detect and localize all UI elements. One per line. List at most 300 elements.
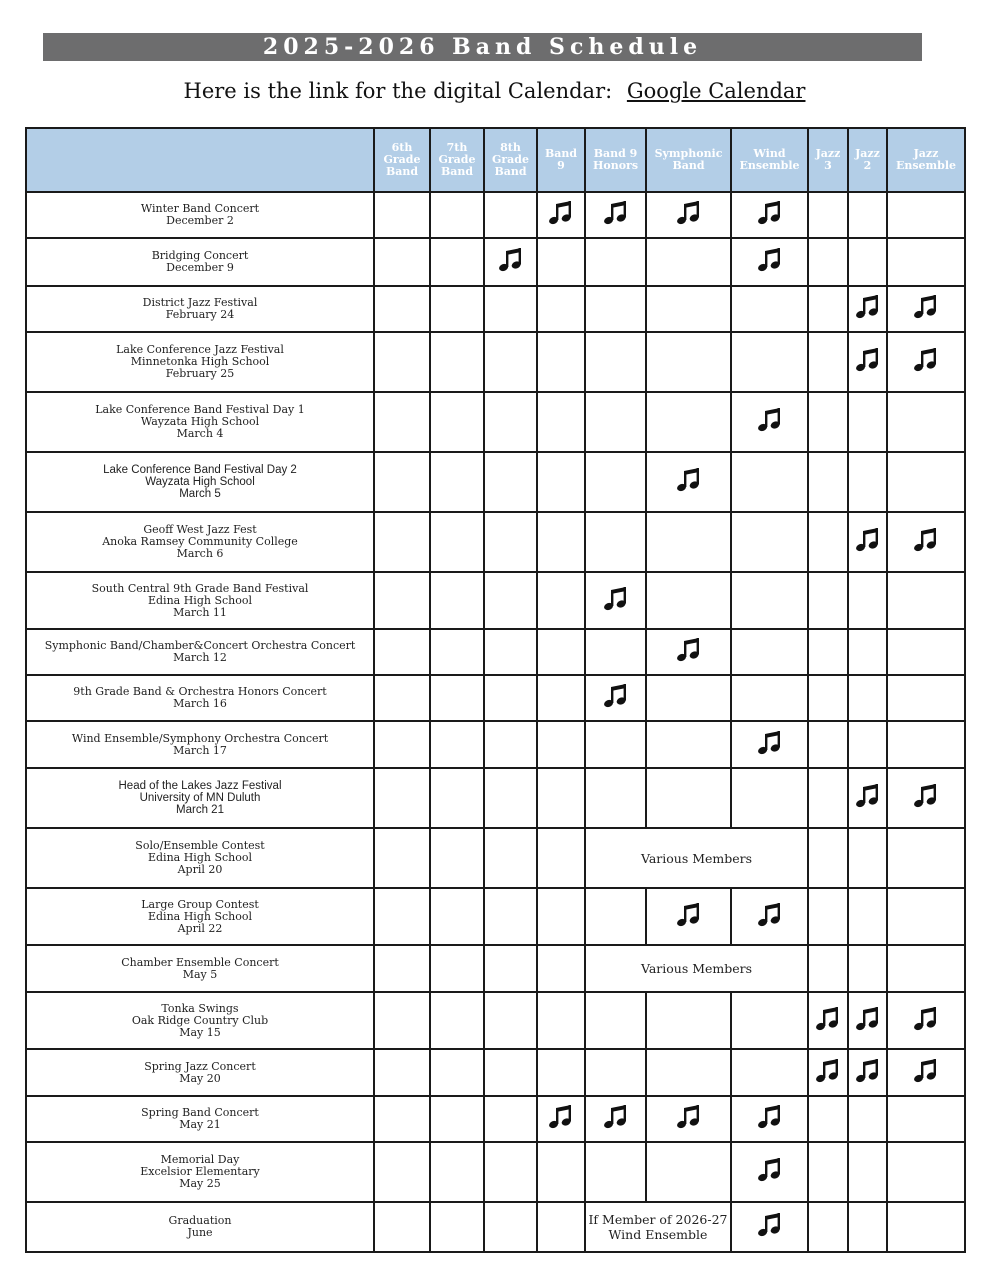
event-cell — [26, 332, 374, 392]
schedule-cell — [808, 629, 848, 675]
event-line: March 17 — [173, 743, 227, 757]
schedule-cell — [848, 572, 887, 629]
schedule-cell — [537, 992, 585, 1049]
schedule-cell — [808, 452, 848, 512]
table-row — [26, 1096, 965, 1142]
schedule-cell — [537, 392, 585, 452]
schedule-cell — [808, 768, 848, 828]
event-line: March 6 — [176, 547, 224, 560]
schedule-cell — [646, 572, 731, 629]
schedule-cell — [537, 629, 585, 675]
event-cell — [26, 768, 374, 828]
column-header-line: Band 9 — [593, 147, 638, 160]
schedule-cell — [585, 286, 646, 332]
table-header-row — [26, 128, 965, 192]
schedule-cell — [646, 1142, 731, 1202]
event-line: 9th Grade Band & Orchestra Honors Concert — [73, 685, 327, 698]
schedule-cell — [374, 238, 430, 286]
column-header-line: Wind — [753, 147, 786, 160]
schedule-cell — [374, 452, 430, 512]
schedule-cell — [585, 332, 646, 392]
music-note-icon — [603, 200, 629, 226]
event-line: District Jazz Festival — [142, 296, 258, 309]
event-line: University of MN Duluth — [139, 792, 261, 804]
schedule-cell — [848, 238, 887, 286]
column-header-line: 2 — [863, 159, 872, 172]
schedule-cell — [430, 286, 484, 332]
column-header-line: Grade — [383, 153, 421, 166]
schedule-cell — [848, 512, 887, 572]
music-note-icon — [913, 1058, 939, 1084]
event-cell — [26, 828, 374, 888]
schedule-cell — [848, 286, 887, 332]
table-row — [26, 888, 965, 945]
event-cell — [26, 392, 374, 452]
schedule-cell — [374, 768, 430, 828]
column-header-line: 6th — [391, 141, 413, 154]
schedule-cell — [848, 828, 887, 888]
schedule-cell — [374, 721, 430, 768]
schedule-cell — [537, 512, 585, 572]
schedule-cell — [537, 192, 585, 238]
music-note-icon — [757, 902, 783, 928]
schedule-cell — [887, 945, 965, 992]
schedule-cell — [887, 1202, 965, 1252]
event-line: May 5 — [182, 967, 218, 981]
event-line: February 25 — [165, 367, 235, 380]
event-cell — [26, 629, 374, 675]
schedule-cell — [731, 721, 808, 768]
column-header-line: Grade — [491, 153, 529, 166]
music-note-icon — [676, 200, 702, 226]
event-line: Head of the Lakes Jazz Festival — [118, 780, 282, 792]
schedule-cell — [430, 828, 484, 888]
event-cell — [26, 721, 374, 768]
schedule-cell — [848, 332, 887, 392]
column-header-2 — [484, 128, 537, 192]
column-header-line: 7th — [446, 141, 468, 154]
band-schedule-table — [25, 127, 966, 1253]
event-line: March 21 — [176, 804, 224, 816]
merged-note-cell — [585, 828, 808, 888]
column-header-line: Symphonic — [654, 147, 723, 160]
column-header-8 — [848, 128, 887, 192]
schedule-cell — [374, 572, 430, 629]
event-line: Lake Conference Band Festival Day 1 — [95, 403, 305, 416]
schedule-cell — [646, 512, 731, 572]
schedule-cell — [430, 992, 484, 1049]
calendar-link-text: Here is the link for the digital Calendar: — [183, 79, 613, 103]
event-line: May 20 — [179, 1071, 221, 1085]
music-note-icon — [855, 1006, 881, 1032]
event-line: April 20 — [177, 863, 223, 876]
music-note-icon — [757, 200, 783, 226]
event-line: March 12 — [173, 651, 227, 664]
schedule-cell — [430, 192, 484, 238]
schedule-cell — [430, 392, 484, 452]
schedule-cell — [731, 332, 808, 392]
column-header-line: Band — [440, 165, 474, 178]
column-header-5 — [646, 128, 731, 192]
schedule-cell — [374, 392, 430, 452]
schedule-cell — [646, 192, 731, 238]
schedule-cell — [537, 286, 585, 332]
schedule-cell — [430, 675, 484, 721]
event-cell — [26, 1202, 374, 1252]
schedule-cell — [731, 888, 808, 945]
schedule-cell — [484, 992, 537, 1049]
schedule-cell — [374, 192, 430, 238]
merged-note-cell — [585, 945, 808, 992]
schedule-cell — [484, 828, 537, 888]
music-note-icon — [757, 1104, 783, 1130]
table-row — [26, 238, 965, 286]
event-line: Edina High School — [147, 851, 252, 864]
schedule-cell — [848, 392, 887, 452]
event-line: Spring Band Concert — [141, 1106, 259, 1119]
schedule-cell — [585, 192, 646, 238]
schedule-cell — [484, 1142, 537, 1202]
event-column-header — [26, 128, 374, 192]
table-row — [26, 1142, 965, 1202]
music-note-icon — [603, 683, 629, 709]
schedule-cell — [585, 1049, 646, 1096]
schedule-cell — [374, 629, 430, 675]
schedule-cell — [848, 1096, 887, 1142]
table-row — [26, 675, 965, 721]
schedule-cell — [374, 512, 430, 572]
event-line: Spring Jazz Concert — [144, 1059, 256, 1073]
schedule-cell — [848, 992, 887, 1049]
schedule-cell — [585, 238, 646, 286]
schedule-cell — [537, 332, 585, 392]
event-line: Tonka Swings — [161, 1001, 239, 1015]
column-header-line: Ensemble — [895, 159, 957, 172]
schedule-cell — [808, 332, 848, 392]
music-note-icon — [855, 1058, 881, 1084]
column-header-line: Band — [494, 165, 527, 178]
schedule-cell — [887, 1142, 965, 1202]
schedule-cell — [808, 392, 848, 452]
music-note-icon — [603, 586, 629, 612]
schedule-cell — [808, 721, 848, 768]
schedule-cell — [731, 629, 808, 675]
schedule-cell — [646, 452, 731, 512]
schedule-cell — [374, 1049, 430, 1096]
event-line: Solo/Ensemble Contest — [135, 839, 265, 852]
merged-note-line: Various Members — [640, 961, 753, 976]
schedule-cell — [848, 945, 887, 992]
schedule-cell — [646, 392, 731, 452]
schedule-cell — [887, 192, 965, 238]
schedule-cell — [585, 1142, 646, 1202]
schedule-cell — [585, 392, 646, 452]
table-row — [26, 1049, 965, 1096]
music-note-icon — [676, 902, 702, 928]
page-title: 2025-2026 Band Schedule — [43, 33, 922, 61]
event-cell — [26, 1049, 374, 1096]
schedule-cell — [374, 992, 430, 1049]
column-header-1 — [430, 128, 484, 192]
table-row — [26, 286, 965, 332]
schedule-cell — [646, 721, 731, 768]
table-row — [26, 828, 965, 888]
schedule-cell — [808, 238, 848, 286]
event-cell — [26, 238, 374, 286]
table-row — [26, 332, 965, 392]
schedule-cell — [848, 675, 887, 721]
schedule-cell — [484, 629, 537, 675]
event-line: South Central 9th Grade Band Festival — [91, 581, 309, 595]
schedule-cell — [484, 1049, 537, 1096]
schedule-cell — [731, 992, 808, 1049]
schedule-cell — [430, 332, 484, 392]
schedule-cell — [646, 675, 731, 721]
table-row — [26, 992, 965, 1049]
schedule-cell — [731, 512, 808, 572]
event-line: May 25 — [179, 1177, 221, 1190]
event-line: March 5 — [179, 488, 221, 500]
schedule-cell — [537, 572, 585, 629]
music-note-icon — [855, 783, 881, 809]
schedule-cell — [430, 1096, 484, 1142]
schedule-cell — [731, 238, 808, 286]
schedule-cell — [646, 332, 731, 392]
schedule-cell — [585, 768, 646, 828]
schedule-cell — [887, 286, 965, 332]
schedule-cell — [430, 452, 484, 512]
event-line: March 4 — [176, 427, 224, 440]
schedule-cell — [484, 721, 537, 768]
schedule-cell — [887, 992, 965, 1049]
schedule-cell — [430, 572, 484, 629]
schedule-cell — [731, 452, 808, 512]
schedule-cell — [887, 392, 965, 452]
column-header-line: Jazz — [855, 147, 880, 160]
merged-note-line: If Member of 2026-27 — [588, 1212, 728, 1227]
table-row — [26, 452, 965, 512]
schedule-cell — [430, 1049, 484, 1096]
column-header-4 — [585, 128, 646, 192]
event-line: June — [187, 1226, 213, 1239]
schedule-cell — [537, 768, 585, 828]
schedule-cell — [646, 1049, 731, 1096]
event-line: Geoff West Jazz Fest — [143, 523, 257, 536]
schedule-cell — [646, 629, 731, 675]
event-line: December 2 — [166, 214, 234, 227]
table-row — [26, 1202, 965, 1252]
schedule-cell — [430, 1142, 484, 1202]
event-cell — [26, 888, 374, 945]
schedule-cell — [646, 992, 731, 1049]
table-row — [26, 945, 965, 992]
schedule-cell — [808, 1202, 848, 1252]
event-cell — [26, 192, 374, 238]
table-row — [26, 192, 965, 238]
column-header-6 — [731, 128, 808, 192]
schedule-cell — [808, 512, 848, 572]
table-row — [26, 512, 965, 572]
merged-note-cell — [585, 1202, 731, 1252]
event-line: Memorial Day — [160, 1153, 240, 1166]
schedule-cell — [537, 1096, 585, 1142]
schedule-cell — [374, 286, 430, 332]
merged-note-line: Wind Ensemble — [608, 1227, 708, 1242]
schedule-cell — [731, 1202, 808, 1252]
schedule-cell — [484, 768, 537, 828]
schedule-cell — [808, 1049, 848, 1096]
event-line: Wind Ensemble/Symphony Orchestra Concert — [71, 731, 329, 745]
event-line: Oak Ridge Country Club — [131, 1013, 269, 1027]
schedule-cell — [731, 392, 808, 452]
schedule-cell — [537, 452, 585, 512]
event-cell — [26, 512, 374, 572]
schedule-cell — [484, 452, 537, 512]
schedule-cell — [731, 675, 808, 721]
column-header-line: Band — [544, 147, 578, 160]
music-note-icon — [757, 407, 783, 433]
schedule-cell — [430, 238, 484, 286]
schedule-cell — [887, 1049, 965, 1096]
event-cell — [26, 1142, 374, 1202]
music-note-icon — [757, 247, 783, 273]
schedule-cell — [848, 192, 887, 238]
music-note-icon — [757, 1212, 783, 1238]
music-note-icon — [676, 1104, 702, 1130]
event-line: May 15 — [179, 1025, 221, 1039]
music-note-icon — [855, 347, 881, 373]
event-line: May 21 — [179, 1118, 221, 1131]
schedule-cell — [484, 888, 537, 945]
schedule-cell — [808, 192, 848, 238]
schedule-cell — [731, 1142, 808, 1202]
music-note-icon — [913, 1006, 939, 1032]
music-note-icon — [548, 1104, 574, 1130]
column-header-3 — [537, 128, 585, 192]
event-line: April 22 — [177, 921, 223, 935]
schedule-cell — [484, 332, 537, 392]
event-line: Minnetonka High School — [130, 355, 270, 368]
schedule-cell — [887, 452, 965, 512]
schedule-cell — [430, 945, 484, 992]
schedule-cell — [731, 1096, 808, 1142]
schedule-cell — [808, 828, 848, 888]
schedule-cell — [808, 992, 848, 1049]
schedule-cell — [887, 768, 965, 828]
schedule-cell — [537, 721, 585, 768]
schedule-cell — [430, 1202, 484, 1252]
music-note-icon — [548, 200, 574, 226]
schedule-cell — [731, 1049, 808, 1096]
schedule-cell — [484, 675, 537, 721]
column-header-line: 9 — [557, 159, 565, 172]
event-line: Wayzata High School — [145, 476, 255, 488]
schedule-cell — [537, 1202, 585, 1252]
event-line: March 11 — [173, 605, 227, 619]
schedule-cell — [848, 1202, 887, 1252]
schedule-cell — [484, 286, 537, 332]
schedule-cell — [848, 888, 887, 945]
schedule-cell — [585, 721, 646, 768]
event-line: Anoka Ramsey Community College — [102, 535, 298, 548]
schedule-cell — [585, 992, 646, 1049]
schedule-cell — [585, 629, 646, 675]
google-calendar-link[interactable]: Google Calendar — [626, 79, 806, 103]
event-line: December 9 — [166, 261, 234, 274]
schedule-cell — [484, 238, 537, 286]
event-line: March 16 — [173, 697, 227, 710]
schedule-cell — [646, 1096, 731, 1142]
schedule-cell — [430, 512, 484, 572]
schedule-cell — [848, 1142, 887, 1202]
schedule-cell — [537, 1049, 585, 1096]
schedule-cell — [374, 675, 430, 721]
schedule-cell — [887, 888, 965, 945]
schedule-cell — [646, 888, 731, 945]
schedule-cell — [585, 572, 646, 629]
schedule-cell — [887, 332, 965, 392]
music-note-icon — [603, 1104, 629, 1130]
schedule-cell — [887, 572, 965, 629]
schedule-cell — [808, 945, 848, 992]
schedule-cell — [887, 828, 965, 888]
schedule-cell — [848, 1049, 887, 1096]
schedule-cell — [808, 572, 848, 629]
schedule-cell — [646, 238, 731, 286]
column-header-line: Band — [672, 159, 705, 172]
schedule-cell — [430, 629, 484, 675]
schedule-cell — [430, 768, 484, 828]
schedule-cell — [808, 1142, 848, 1202]
event-line: Wayzata High School — [140, 415, 260, 428]
schedule-cell — [484, 572, 537, 629]
schedule-cell — [374, 828, 430, 888]
schedule-cell — [374, 332, 430, 392]
schedule-cell — [585, 675, 646, 721]
schedule-cell — [808, 1096, 848, 1142]
schedule-cell — [537, 1142, 585, 1202]
column-header-7 — [808, 128, 848, 192]
event-cell — [26, 286, 374, 332]
event-cell — [26, 945, 374, 992]
event-line: Edina High School — [147, 909, 252, 923]
column-header-line: Jazz — [913, 147, 939, 160]
music-note-icon — [913, 347, 939, 373]
schedule-cell — [537, 945, 585, 992]
event-line: Chamber Ensemble Concert — [121, 955, 279, 969]
event-cell — [26, 1096, 374, 1142]
column-header-line: Honors — [592, 159, 639, 172]
schedule-cell — [731, 572, 808, 629]
schedule-cell — [484, 512, 537, 572]
schedule-cell — [808, 286, 848, 332]
column-header-0 — [374, 128, 430, 192]
event-line: Large Group Contest — [141, 897, 259, 911]
event-line: Edina High School — [147, 593, 252, 607]
schedule-cell — [887, 238, 965, 286]
event-line: Lake Conference Jazz Festival — [116, 343, 284, 356]
table-row — [26, 721, 965, 768]
schedule-cell — [374, 1096, 430, 1142]
schedule-cell — [848, 768, 887, 828]
schedule-cell — [537, 828, 585, 888]
schedule-cell — [374, 1202, 430, 1252]
schedule-cell — [537, 238, 585, 286]
music-note-icon — [815, 1058, 841, 1084]
music-note-icon — [815, 1006, 841, 1032]
table-row — [26, 392, 965, 452]
event-line: Bridging Concert — [151, 249, 249, 262]
